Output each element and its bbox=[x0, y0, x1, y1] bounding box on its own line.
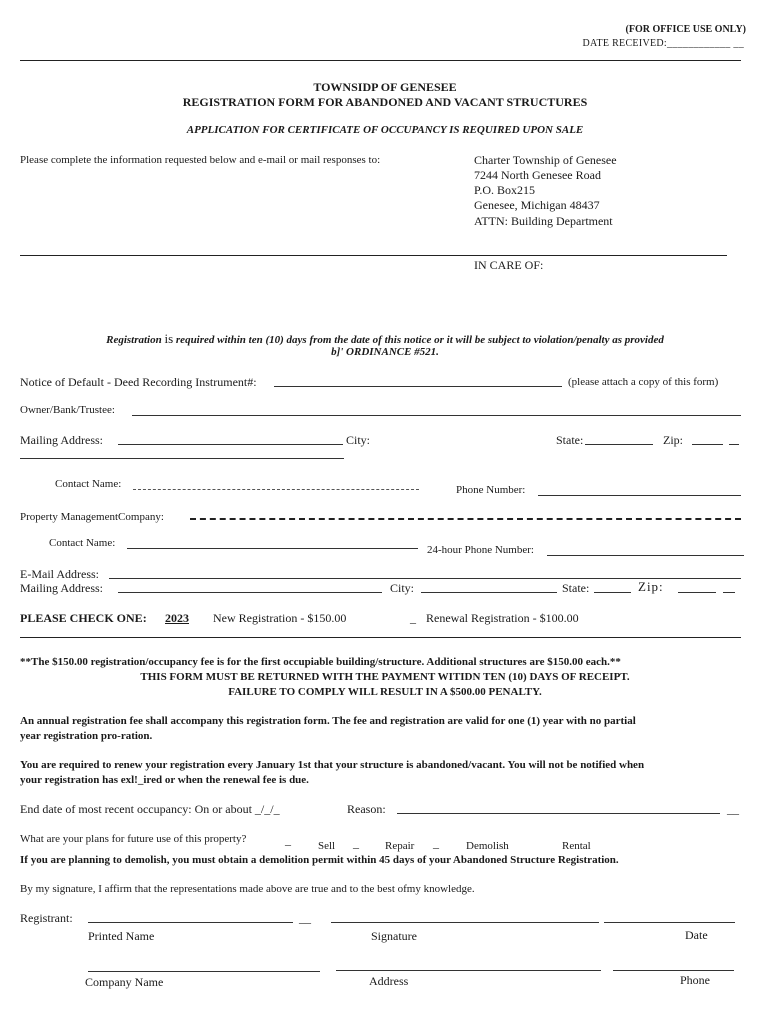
zip-ext-input[interactable] bbox=[729, 444, 739, 445]
registrant-label: Registrant: bbox=[20, 911, 73, 925]
signature-caption: Signature bbox=[371, 929, 417, 943]
reason-input[interactable] bbox=[397, 813, 720, 814]
ordinance-line: b]' ORDINANCE #521. bbox=[331, 346, 439, 358]
divider-check bbox=[20, 637, 741, 638]
demolish-note: If you are planning to demolish, you must obtain a demolition permit within 45 days of your Abandoned Structure Registration. bbox=[20, 854, 619, 866]
renewal-text-2: your registration has exl!_ired or when the renewal fee is due. bbox=[20, 774, 309, 786]
check-one-label: PLEASE CHECK ONE: bbox=[20, 611, 147, 625]
zip-ext-input-2[interactable] bbox=[723, 592, 735, 593]
end-date-label[interactable]: End date of most recent occupancy: On or about _/_/_ bbox=[20, 802, 280, 816]
address-input[interactable] bbox=[336, 970, 601, 971]
email-label: E-Mail Address: bbox=[20, 567, 99, 581]
phone-caption: Phone bbox=[680, 973, 710, 987]
renewal-text: You are required to renew your registration every January 1st that your structure is abandoned/vacant. You will not be notified when bbox=[20, 759, 645, 771]
year-checkbox[interactable]: 2023 bbox=[165, 611, 189, 625]
address-line: P.O. Box215 bbox=[474, 183, 536, 197]
reason-tail: __ bbox=[727, 802, 739, 816]
form-subtitle: APPLICATION FOR CERTIFICATE OF OCCUPANCY IS REQUIRED UPON SALE bbox=[186, 124, 584, 136]
office-use-label: (FOR OFFICE USE ONLY) bbox=[625, 24, 746, 35]
annual-fee-text: An annual registration fee shall accompany this registration form. The fee and registration are valid for one (1) year with no partial bbox=[20, 715, 636, 727]
mailing-address-input-2[interactable] bbox=[20, 458, 344, 459]
notice-default-input[interactable] bbox=[274, 386, 562, 387]
city-label: City: bbox=[346, 433, 371, 447]
notice-default-hint: (please attach a copy of this form) bbox=[568, 376, 719, 388]
demolish-option: Demolish bbox=[466, 840, 509, 852]
zip-input-2[interactable] bbox=[678, 592, 716, 593]
notice-prefix: Registration bbox=[106, 334, 162, 346]
penalty-notice: FAILURE TO COMPLY WILL RESULT IN A $500.00 PENALTY. bbox=[228, 686, 542, 698]
instructions: Please complete the information requested below and e-mail or mail responses to: bbox=[20, 154, 381, 166]
mailing-address-label-2: Mailing Address: bbox=[20, 581, 103, 595]
company-name-input[interactable] bbox=[88, 971, 320, 972]
printed-name-input[interactable] bbox=[88, 922, 293, 923]
registration-notice bbox=[0, 331, 770, 347]
contact-name-input-2[interactable] bbox=[127, 548, 418, 549]
new-registration-option: New Registration - $150.00 bbox=[213, 611, 347, 625]
divider-top bbox=[20, 60, 741, 61]
mailing-address-label: Mailing Address: bbox=[20, 433, 103, 447]
township-title: TOWNSIDP OF GENESEE bbox=[313, 80, 457, 94]
city-label-2: City: bbox=[390, 581, 415, 595]
state-input-2[interactable] bbox=[594, 592, 631, 593]
repair-option: Repair bbox=[385, 840, 415, 852]
notice-default-label: Notice of Default - Deed Recording Instrument#: bbox=[20, 375, 257, 389]
contact-name-input[interactable] bbox=[133, 489, 419, 490]
zip-input[interactable] bbox=[692, 444, 723, 445]
rental-option: Rental bbox=[562, 840, 591, 852]
demolish-checkbox[interactable]: _ bbox=[433, 836, 439, 850]
phone-number-label: Phone Number: bbox=[456, 484, 526, 496]
renewal-checkbox[interactable]: _ bbox=[410, 611, 416, 625]
future-use-question: What are your plans for future use of this property? bbox=[20, 833, 247, 845]
date-received[interactable]: DATE RECEIVED:____________ __ bbox=[582, 38, 744, 49]
property-mgmt-label: Property ManagementCompany: bbox=[20, 511, 164, 523]
company-name-caption: Company Name bbox=[85, 975, 164, 989]
state-label-2: State: bbox=[562, 581, 590, 595]
renewal-registration-option: Renewal Registration - $100.00 bbox=[426, 611, 579, 625]
signature-input[interactable] bbox=[331, 922, 599, 923]
state-input[interactable] bbox=[585, 444, 653, 445]
return-notice: THIS FORM MUST BE RETURNED WITH THE PAYMENT WITIDN TEN (10) DAYS OF RECEIPT. bbox=[140, 671, 630, 683]
contact-name-label: Contact Name: bbox=[55, 478, 122, 490]
owner-label: Owner/Bank/Trustee: bbox=[20, 404, 115, 416]
phone-number-input[interactable] bbox=[538, 495, 741, 496]
address-line: ATTN: Building Department bbox=[474, 214, 613, 228]
address-caption: Address bbox=[369, 974, 409, 988]
address-line: Genesee, Michigan 48437 bbox=[474, 198, 600, 212]
affirmation-text: By my signature, I affirm that the representations made above are true and to the best ofmy knowledge. bbox=[20, 883, 475, 895]
city-input-2[interactable] bbox=[421, 592, 557, 593]
notice-is: is bbox=[164, 331, 174, 346]
state-label: State: bbox=[556, 433, 584, 447]
reason-label: Reason: bbox=[347, 802, 386, 816]
phone-24-input[interactable] bbox=[547, 555, 744, 556]
notice-rest: required within ten (10) days from the date of this notice or it will be subject to violation/penalty as provided bbox=[175, 334, 664, 346]
sell-checkbox[interactable]: _ bbox=[285, 833, 291, 847]
date-input[interactable] bbox=[604, 922, 735, 923]
mailing-address-input-3[interactable] bbox=[118, 592, 382, 593]
address-line: 7244 North Genesee Road bbox=[474, 168, 601, 182]
divider-care bbox=[20, 255, 727, 256]
annual-fee-text-2: year registration pro-ration. bbox=[20, 730, 153, 742]
fee-note: **The $150.00 registration/occupancy fee is for the first occupiable building/structure. Additional structures are $150.00 each.** bbox=[20, 656, 621, 668]
owner-input[interactable] bbox=[132, 415, 741, 416]
form-title: REGISTRATION FORM FOR ABANDONED AND VACANT STRUCTURES bbox=[182, 95, 588, 109]
sell-option: Sell bbox=[318, 840, 336, 852]
zip-label-2: Zip: bbox=[638, 579, 664, 594]
address-line: Charter Township of Genesee bbox=[474, 153, 617, 167]
contact-name-label-2: Contact Name: bbox=[49, 537, 116, 549]
repair-checkbox[interactable]: _ bbox=[353, 836, 359, 850]
date-caption: Date bbox=[685, 928, 708, 942]
mailing-address-input[interactable] bbox=[118, 444, 343, 445]
phone-24-label: 24-hour Phone Number: bbox=[427, 544, 534, 556]
in-care-of-label: IN CARE OF: bbox=[474, 258, 544, 272]
registrant-tail: __ bbox=[299, 911, 311, 925]
property-mgmt-input[interactable] bbox=[190, 518, 741, 520]
zip-label: Zip: bbox=[663, 433, 683, 447]
phone-input[interactable] bbox=[613, 970, 734, 971]
printed-name-caption: Printed Name bbox=[88, 929, 155, 943]
